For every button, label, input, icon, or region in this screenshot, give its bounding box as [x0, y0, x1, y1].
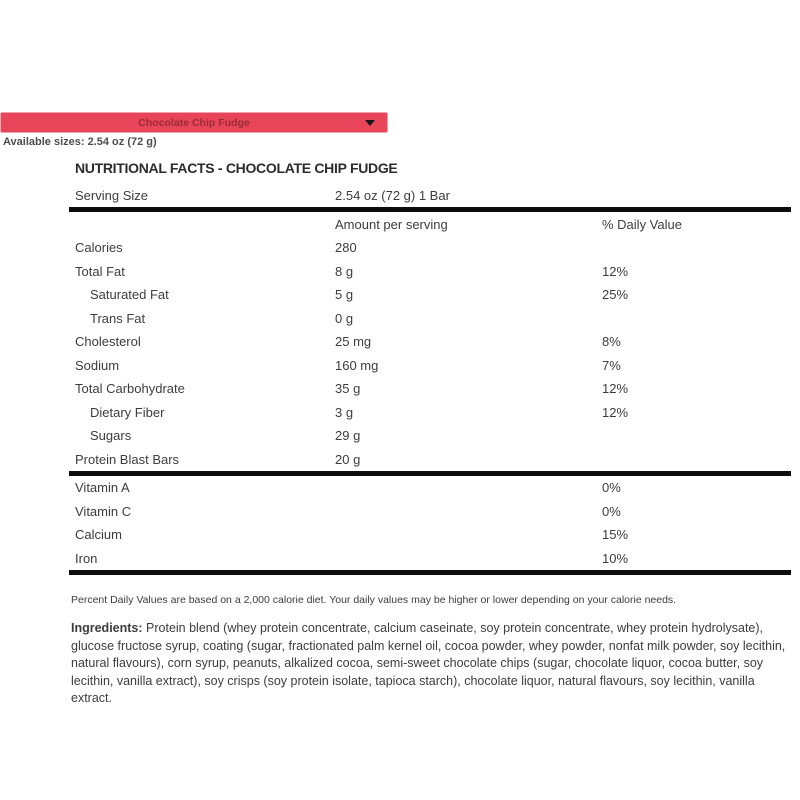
table-row — [69, 448, 791, 472]
nutrient-label: Cholesterol — [75, 334, 141, 350]
ingredients-text: Protein blend (whey protein concentrate, calcium caseinate, soy protein concentrate, whey protein hydrolysate), glucose fructose syrup, coating (sugar, fractionated palm kernel oil, cocoa powder, whey powder, nonfat milk powder, soy lecithin, natural flavours), corn syrup, peanuts, alkalized cocoa, semi-sweet chocolate chips (sugar, chocolate liquor, cocoa butter, soy lecithin, vanilla extract), soy crisps (soy protein isolate, tapioca starch), chocolate liquor, natural flavours, soy lecithin, vanilla extract. — [71, 621, 786, 705]
nutrient-amount: 280 — [335, 240, 357, 256]
nutrient-label: Calories — [75, 240, 123, 256]
nutrient-label: Dietary Fiber — [90, 404, 165, 420]
nutrient-amount: 8 g — [335, 263, 354, 279]
nutrient-label: Sugars — [90, 428, 132, 444]
ingredients-label: Ingredients: — [71, 621, 143, 635]
nutrient-label: Trans Fat — [90, 310, 146, 326]
nutrient-daily-value: 0% — [602, 480, 621, 496]
table-row — [69, 330, 791, 354]
nutrient-daily-value: 25% — [602, 287, 629, 303]
table-row — [69, 424, 791, 448]
nutrient-daily-value: 8% — [602, 334, 621, 350]
nutrient-daily-value: 0% — [602, 503, 621, 519]
divider-bar — [69, 570, 791, 575]
nutrient-daily-value: 12% — [602, 404, 629, 420]
nutrient-label: Sodium — [75, 357, 120, 373]
nutrient-label: Total Fat — [75, 263, 125, 279]
table-row — [69, 547, 791, 571]
table-row — [69, 377, 791, 401]
nutrient-daily-value: 7% — [602, 357, 621, 373]
nutrient-daily-value: 12% — [602, 381, 629, 397]
nutrient-amount: 35 g — [335, 381, 361, 397]
available-sizes-text: Available sizes: 2.54 oz (72 g) — [3, 136, 157, 148]
table-row — [69, 283, 791, 307]
flavor-dropdown-selected-label: Chocolate Chip Fudge — [138, 116, 250, 129]
table-row — [69, 500, 791, 524]
nutrient-label: Vitamin C — [75, 503, 132, 519]
nutrient-amount: 3 g — [335, 404, 354, 420]
nutrient-label: Total Carbohydrate — [75, 381, 185, 397]
nutrient-amount: 5 g — [335, 287, 354, 303]
serving-size-row — [69, 183, 791, 207]
nutrient-label: Protein Blast Bars — [75, 451, 180, 467]
table-row — [69, 354, 791, 378]
table-header-row — [69, 212, 791, 236]
nutrient-amount: 160 mg — [335, 357, 379, 373]
nutrition-table — [69, 183, 791, 575]
nutrient-daily-value: 15% — [602, 527, 629, 543]
nutrient-label: Calcium — [75, 527, 122, 543]
table-row — [69, 476, 791, 500]
page-title: NUTRITIONAL FACTS - CHOCOLATE CHIP FUDGE — [75, 160, 398, 176]
nutrient-daily-value: 12% — [602, 263, 629, 279]
column-header-amount: Amount per serving — [335, 216, 448, 232]
table-row — [69, 523, 791, 547]
nutrient-amount: 29 g — [335, 428, 361, 444]
ingredients-paragraph — [71, 620, 791, 708]
nutrient-amount: 25 mg — [335, 334, 372, 350]
table-row — [69, 307, 791, 331]
flavor-dropdown[interactable] — [0, 112, 388, 133]
nutrient-label: Vitamin A — [75, 480, 130, 496]
daily-values-footnote: Percent Daily Values are based on a 2,000 calorie diet. Your daily values may be higher or lower depending on your calorie needs. — [71, 594, 677, 606]
nutrient-label: Saturated Fat — [90, 287, 169, 303]
nutrition-facts-section — [69, 160, 791, 708]
table-row — [69, 260, 791, 284]
nutrient-amount: 20 g — [335, 451, 361, 467]
table-row — [69, 401, 791, 425]
table-row — [69, 236, 791, 260]
serving-size-value: 2.54 oz (72 g) 1 Bar — [335, 187, 450, 203]
serving-size-label: Serving Size — [75, 187, 148, 203]
column-header-daily-value: % Daily Value — [602, 216, 682, 232]
nutrient-amount: 0 g — [335, 310, 354, 326]
nutrient-daily-value: 10% — [602, 550, 629, 566]
nutrient-label: Iron — [75, 550, 98, 566]
chevron-down-icon — [365, 120, 375, 126]
